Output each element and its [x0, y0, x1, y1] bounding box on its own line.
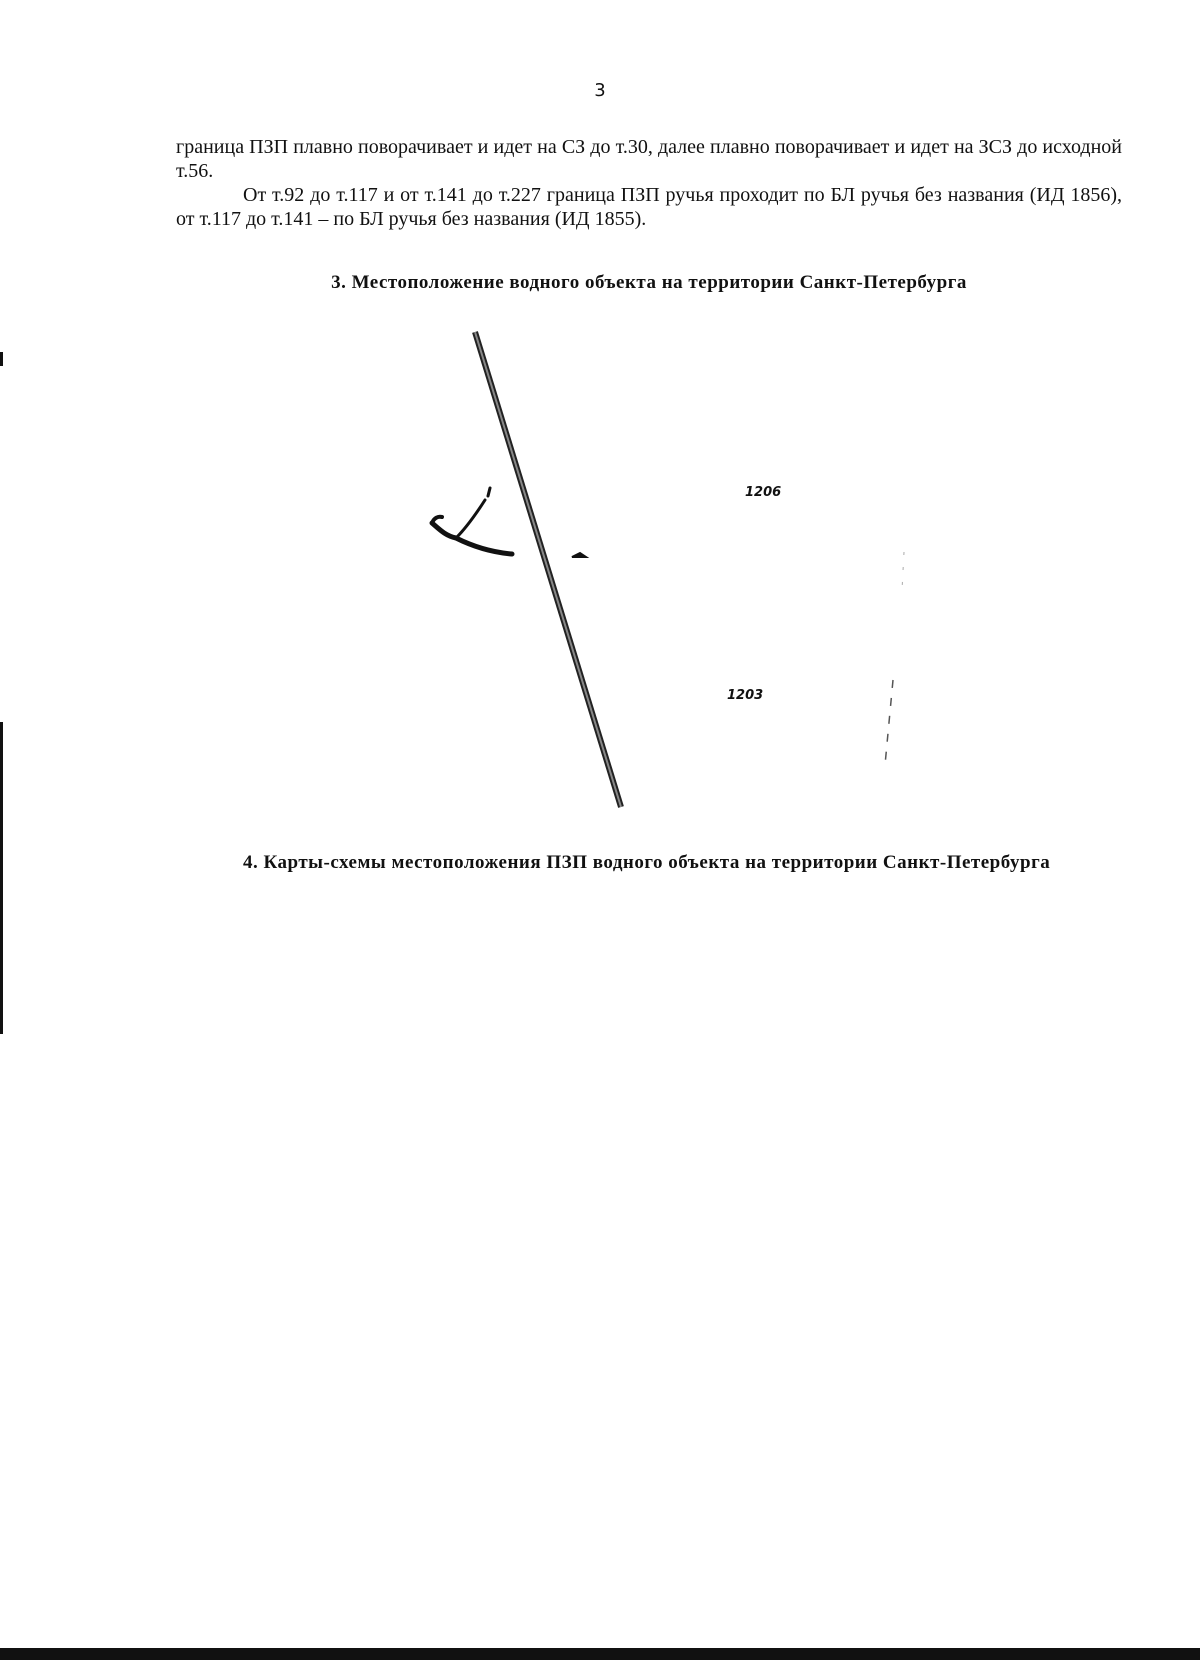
paragraph-1: граница ПЗП плавно поворачивает и идет на СЗ до т.30, далее плавно поворачивает и идет на ЗСЗ до исходной т.56.	[176, 136, 1122, 182]
dashed-boundary	[885, 680, 893, 765]
section-3-heading: 3. Местоположение водного объекта на территории Санкт-Петербурга	[331, 272, 967, 293]
body-text	[176, 135, 1122, 231]
stream-branch-tip	[488, 488, 490, 496]
page-number: 3	[594, 80, 606, 101]
map-label-1203: 1203	[727, 688, 764, 703]
road-line	[475, 332, 621, 807]
scan-edge-mark	[0, 352, 3, 366]
section-4-heading: 4. Карты-схемы местоположения ПЗП водного объекта на территории Санкт-Петербурга	[243, 852, 1051, 873]
map-label-1206: 1206	[745, 485, 782, 500]
road-line-inner	[475, 332, 621, 807]
stream-shape	[432, 523, 512, 554]
scan-edge-mark	[0, 722, 3, 1034]
stream-left-end	[432, 517, 442, 523]
paragraph-2: От т.92 до т.117 и от т.141 до т.227 граница ПЗП ручья проходит по БЛ ручья без названия (ИД 1856), от т.117 до т.141 – по БЛ ручья без названия (ИД 1855).	[176, 184, 1122, 230]
small-mark	[572, 553, 586, 557]
scan-bottom-bar	[0, 1648, 1200, 1660]
dashed-boundary-top	[902, 552, 904, 590]
stream-branch	[456, 500, 485, 538]
